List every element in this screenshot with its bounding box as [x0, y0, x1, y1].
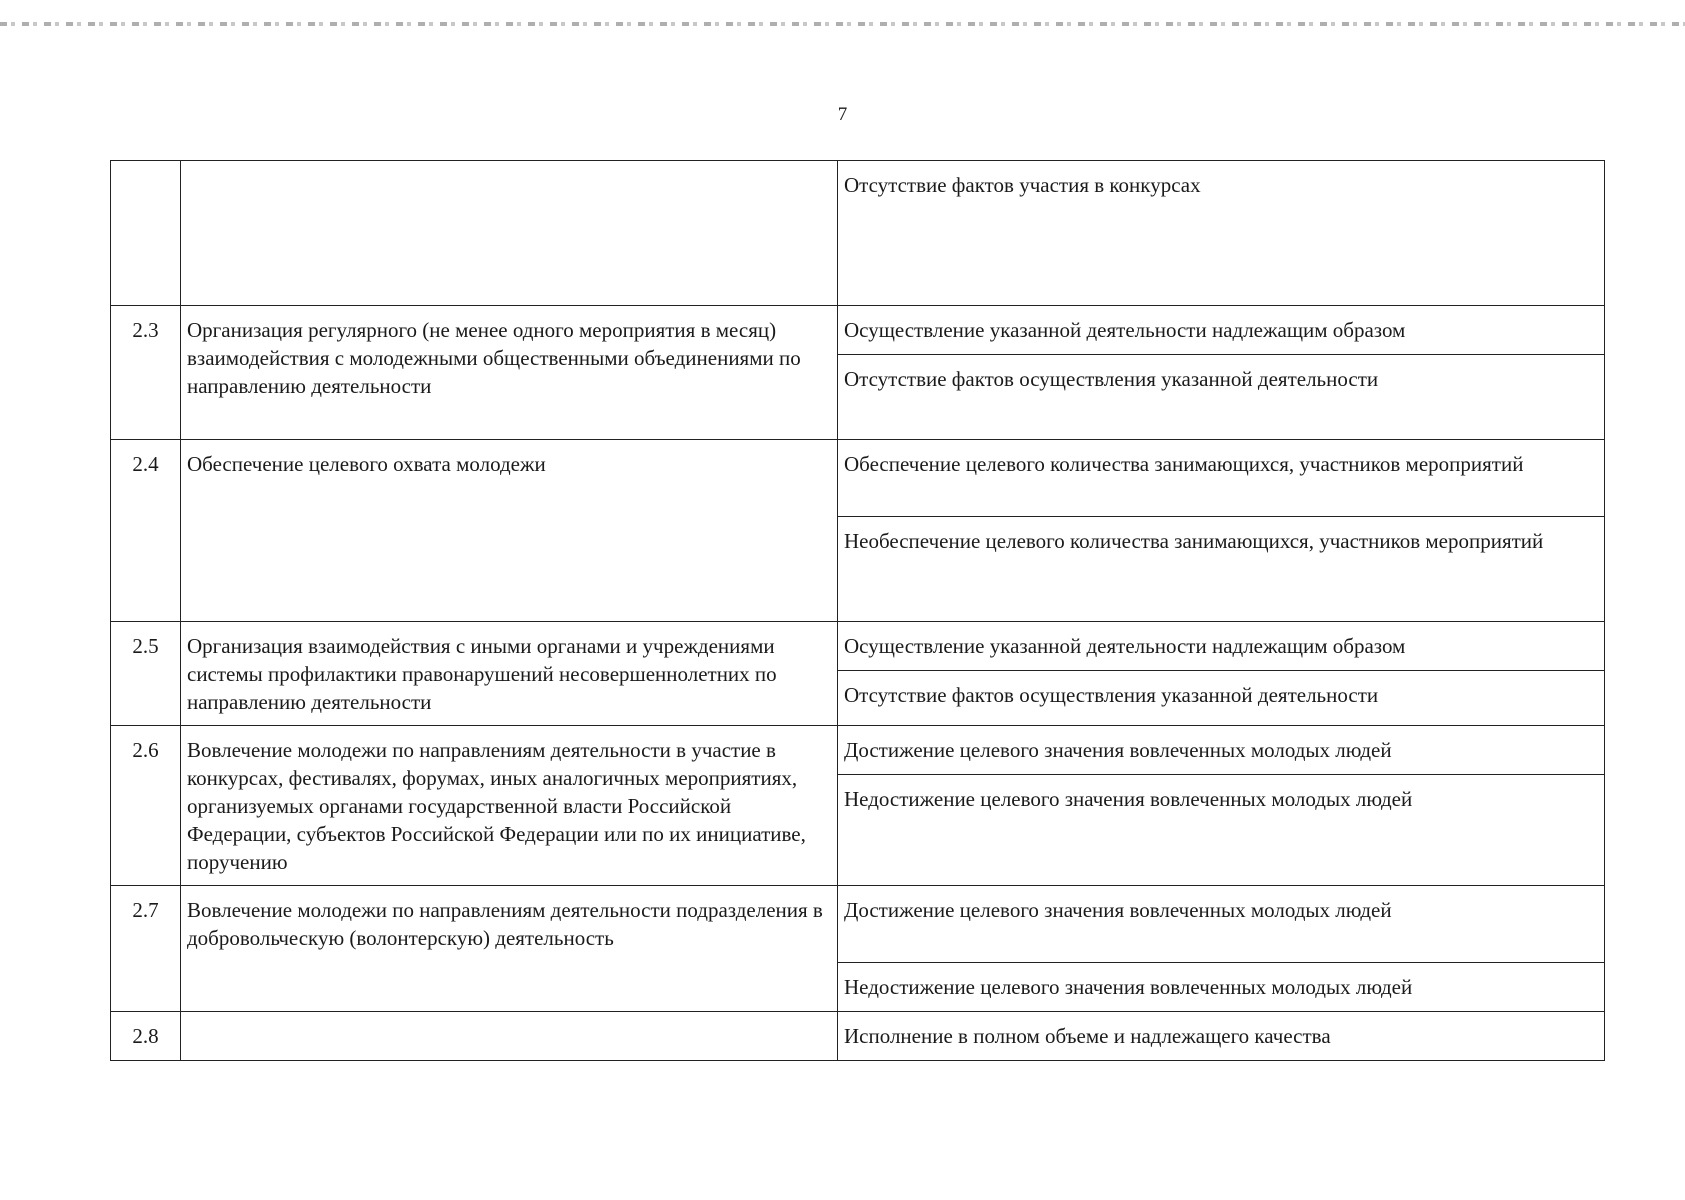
table-row — [111, 622, 1605, 671]
criterion-cell: Необеспечение целевого количества занимающихся, участников мероприятий — [838, 517, 1605, 622]
criteria-table — [110, 160, 1605, 1061]
criterion-cell: Отсутствие фактов осуществления указанной деятельности — [838, 355, 1605, 440]
criterion-cell: Отсутствие фактов участия в конкурсах — [838, 161, 1605, 306]
criterion-cell: Осуществление указанной деятельности надлежащим образом — [838, 306, 1605, 355]
table-row — [111, 726, 1605, 775]
row-number-cell: 2.6 — [111, 726, 181, 886]
row-number-cell: 2.7 — [111, 886, 181, 1012]
activity-cell — [181, 161, 838, 306]
row-number-cell: 2.5 — [111, 622, 181, 726]
activity-cell: Обеспечение целевого охвата молодежи — [181, 440, 838, 622]
criterion-cell: Недостижение целевого значения вовлеченных молодых людей — [838, 963, 1605, 1012]
criterion-cell: Обеспечение целевого количества занимающихся, участников мероприятий — [838, 440, 1605, 517]
table-row — [111, 161, 1605, 306]
criterion-cell: Достижение целевого значения вовлеченных молодых людей — [838, 726, 1605, 775]
row-number-cell: 2.8 — [111, 1012, 181, 1061]
criterion-cell: Осуществление указанной деятельности надлежащим образом — [838, 622, 1605, 671]
criterion-cell: Достижение целевого значения вовлеченных молодых людей — [838, 886, 1605, 963]
criterion-cell: Исполнение в полном объеме и надлежащего качества — [838, 1012, 1605, 1061]
criterion-cell: Недостижение целевого значения вовлеченных молодых людей — [838, 775, 1605, 886]
activity-cell: Вовлечение молодежи по направлениям деятельности в участие в конкурсах, фестивалях, форумах, иных аналогичных мероприятиях, организуемых органами государственной власти Российской Федерации, субъектов Российской Федерации или по их инициативе, поручению — [181, 726, 838, 886]
scan-edge-artifact — [0, 22, 1685, 26]
activity-cell: Вовлечение молодежи по направлениям деятельности подразделения в добровольческую (волонтерскую) деятельность — [181, 886, 838, 1012]
row-number-cell: 2.4 — [111, 440, 181, 622]
activity-cell: Организация регулярного (не менее одного мероприятия в месяц) взаимодействия с молодежными общественными объединениями по направлению деятельности — [181, 306, 838, 440]
row-number-cell — [111, 161, 181, 306]
table-row — [111, 886, 1605, 963]
activity-cell: Организация взаимодействия с иными органами и учреждениями системы профилактики правонарушений несовершеннолетних по направлению деятельности — [181, 622, 838, 726]
table-row — [111, 306, 1605, 355]
table-row — [111, 440, 1605, 517]
row-number-cell: 2.3 — [111, 306, 181, 440]
criterion-cell: Отсутствие фактов осуществления указанной деятельности — [838, 671, 1605, 726]
page-number: 7 — [837, 104, 848, 125]
table-row — [111, 1012, 1605, 1061]
activity-cell — [181, 1012, 838, 1061]
